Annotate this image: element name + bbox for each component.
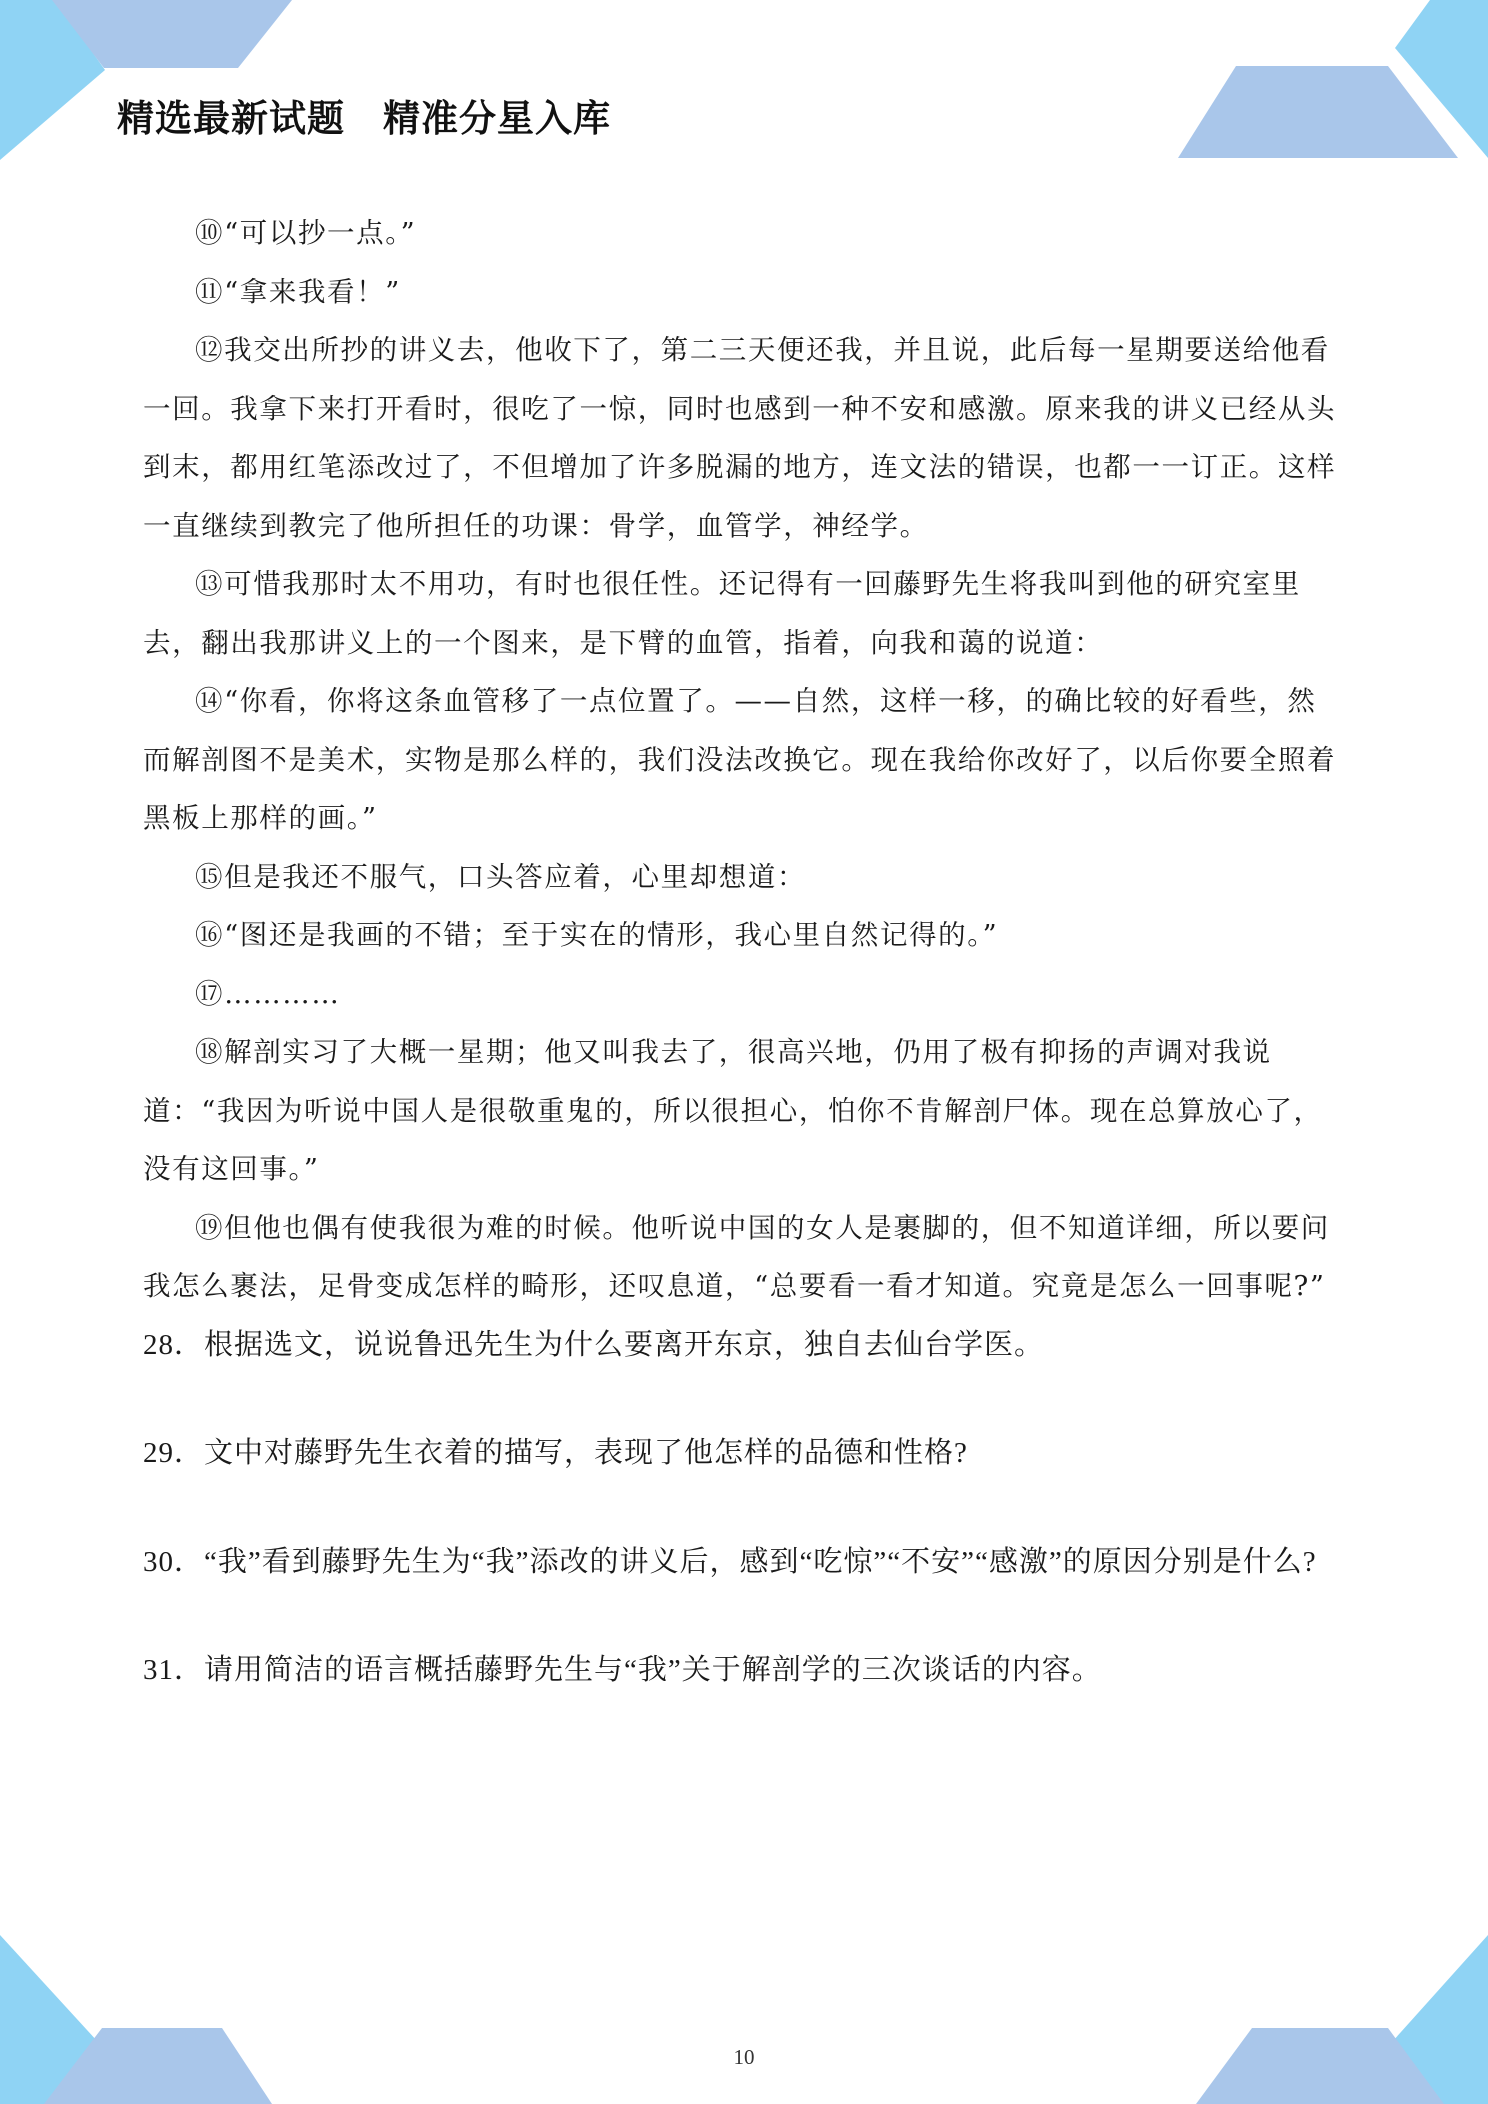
passage-paragraph-18: ⑱解剖实习了大概一星期；他又叫我去了，很高兴地，仍用了极有抑扬的声调对我说道：“我因为听说中国人是很敬重鬼的，所以很担心，怕你不肯解剖尸体。现在总算放心了，没有这回事。” <box>143 1036 1323 1185</box>
question-28: 28．根据选文，说说鲁迅先生为什么要离开东京，独自去仙台学医。 <box>143 1328 1045 1361</box>
passage-paragraph-19: ⑲但他也偶有使我很为难的时候。他听说中国的女人是裹脚的，但不知道详细，所以要问我怎么裹法，足骨变成怎样的畸形，还叹息道，“总要看一看才知道。究竟是怎么一回事呢?” <box>143 1211 1330 1302</box>
question-30: 30．“我”看到藤野先生为“我”添改的讲义后，感到“吃惊”“不安”“感激”的原因分别是什么? <box>143 1545 1317 1578</box>
answer-space-30 <box>143 1591 1343 1641</box>
question-31: 31．请用简洁的语言概括藤野先生与“我”关于解剖学的三次谈话的内容。 <box>143 1654 1102 1686</box>
passage-paragraph-17: ⑰………… <box>195 977 341 1010</box>
answer-space-28 <box>143 1374 1343 1424</box>
bottom-left-triangle <box>0 1935 98 2104</box>
passage-paragraph-10: ⑩“可以抄一点。” <box>195 217 417 249</box>
top-left-triangle <box>0 0 105 160</box>
question-29: 29．文中对藤野先生衣着的描写，表现了他怎样的品德和性格? <box>143 1437 968 1469</box>
passage-paragraph-16: ⑯“图还是我画的不错；至于实在的情形，我心里自然记得的。” <box>195 919 999 951</box>
header-title: 精选最新试题 精准分星入库 <box>117 97 611 140</box>
page-number: 10 <box>733 2045 755 2069</box>
document-body <box>143 204 1343 1700</box>
passage-paragraph-15: ⑮但是我还不服气，口头答应着，心里却想道： <box>195 860 807 893</box>
passage-paragraph-11: ⑪“拿来我看！” <box>195 275 401 308</box>
top-left-trapezoid <box>52 0 292 68</box>
answer-space-29 <box>143 1483 1343 1533</box>
passage-paragraph-13: ⑬可惜我那时太不用功，有时也很任性。还记得有一回藤野先生将我叫到他的研究室里去，翻出我那讲义上的一个图来，是下臂的血管，指着，向我和蔼的说道： <box>143 568 1301 659</box>
top-right-triangle <box>1395 0 1488 158</box>
passage-paragraph-12: ⑫我交出所抄的讲义去，他收下了，第二三天便还我，并且说，此后每一星期要送给他看一回。我拿下来打开看时，很吃了一惊，同时也感到一种不安和感激。原来我的讲义已经从头到末，都用红笔添改过了，不但增加了许多脱漏的地方，连文法的错误，也都一一订正。这样一直继续到教完了他所担任的功课：骨学，血管学，神经学。 <box>143 334 1337 542</box>
top-right-trapezoid-main <box>1178 66 1458 158</box>
passage-paragraph-14: ⑭“你看，你将这条血管移了一点位置了。——自然，这样一移，的确比较的好看些，然而解剖图不是美术，实物是那么样的，我们没法改换它。现在我给你改好了，以后你要全照着黑板上那样的画。” <box>143 685 1337 834</box>
bottom-right-triangle <box>1392 1935 1488 2104</box>
